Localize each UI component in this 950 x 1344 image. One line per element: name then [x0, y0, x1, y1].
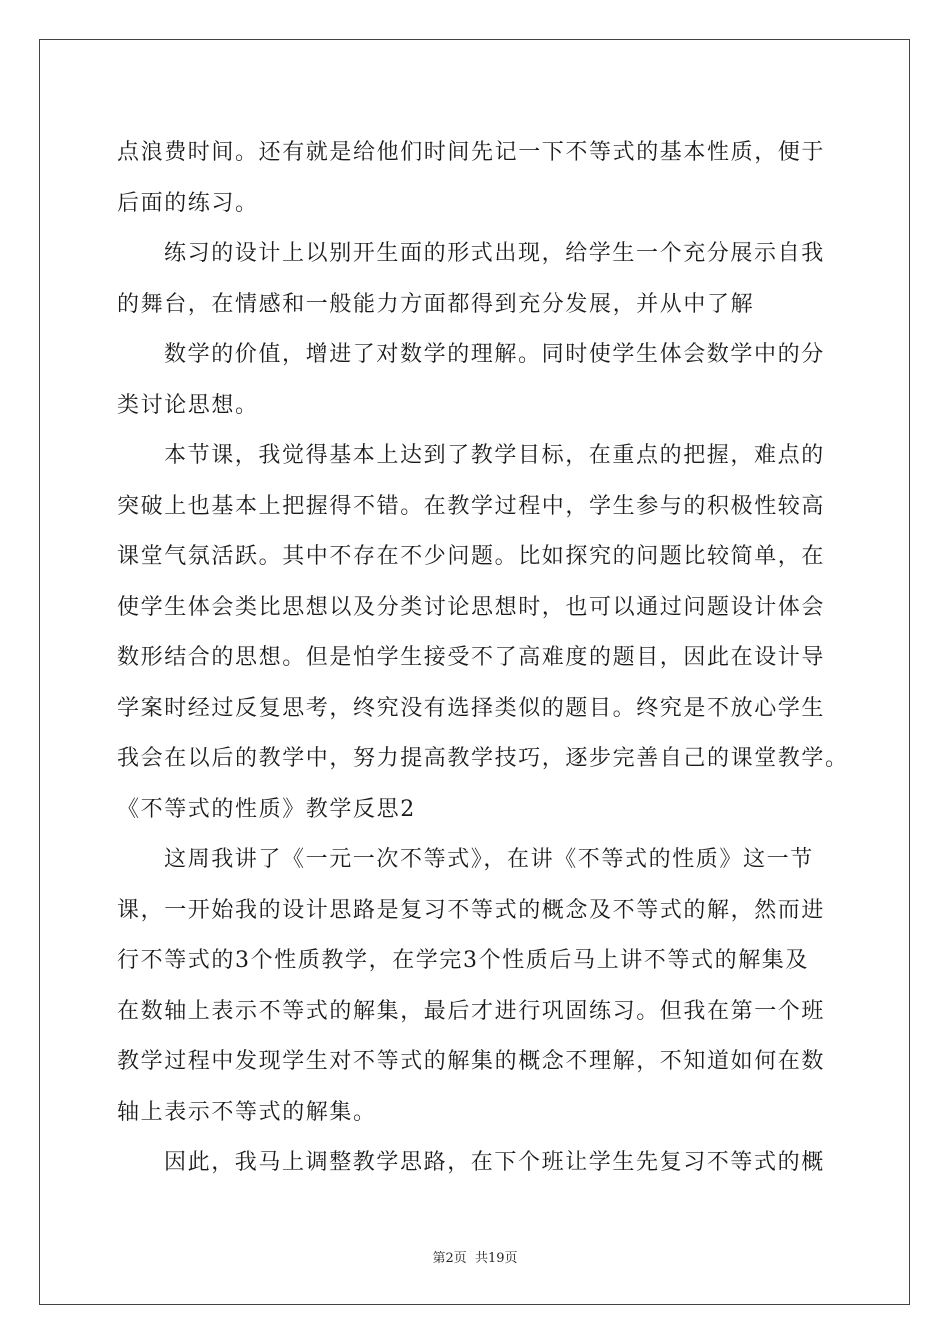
page-footer [0, 1247, 950, 1266]
page-total: 共19页 [474, 1251, 518, 1266]
text-line: 在数轴上表示不等式的解集，最后才进行巩固练习。但我在第一个班 [117, 998, 826, 1024]
text-line: 数形结合的思想。但是怕学生接受不了高难度的题目，因此在设计导 [117, 645, 826, 670]
document-body [117, 128, 849, 1189]
text-line: 数学的价值，增进了对数学的理解。同时使学生体会数学中的分 [164, 342, 825, 367]
text-line: 本节课，我觉得基本上达到了教学目标，在重点的把握，难点的 [164, 443, 825, 468]
text-line: 类讨论思想。 [117, 392, 259, 418]
text-line: 的舞台，在情感和一般能力方面都得到充分发展，并从中了解 [117, 291, 755, 317]
text-line: 课，一开始我的设计思路是复习不等式的概念及不等式的解，然而进 [117, 897, 826, 923]
text-line: 行不等式的3个性质教学，在学完3个性质后马上讲不等式的解集及 [117, 948, 809, 973]
text-line: 突破上也基本上把握得不错。在教学过程中，学生参与的积极性较高 [117, 493, 826, 519]
text-line: 练习的设计上以别开生面的形式出现，给学生一个充分展示自我 [164, 241, 825, 266]
text-line: 课堂气氛活跃。其中不存在不少问题。比如探究的问题比较简单，在 [117, 544, 826, 569]
text-line: 我会在以后的教学中，努力提高教学技巧，逐步完善自己的课堂教学。 [117, 746, 849, 771]
text-line: 点浪费时间。还有就是给他们时间先记一下不等式的基本性质，便于 [117, 140, 826, 165]
text-line: 轴上表示不等式的解集。 [117, 1099, 377, 1125]
text-line: 后面的练习。 [117, 190, 259, 216]
text-line: 教学过程中发现学生对不等式的解集的概念不理解，不知道如何在数 [117, 1049, 826, 1074]
text-line: 这周我讲了《一元一次不等式》，在讲《不等式的性质》这一节 [164, 847, 814, 872]
text-line: 使学生体会类比思想以及分类讨论思想时，也可以通过问题设计体会 [117, 594, 826, 620]
section-heading: 《不等式的性质》教学反思2 [117, 796, 416, 822]
page-number: 第2页 [432, 1251, 467, 1266]
text-line: 学案时经过反复思考，终究没有选择类似的题目。终究是不放心学生 [117, 695, 826, 721]
text-line: 因此，我马上调整教学思路，在下个班让学生先复习不等式的概 [164, 1150, 825, 1175]
